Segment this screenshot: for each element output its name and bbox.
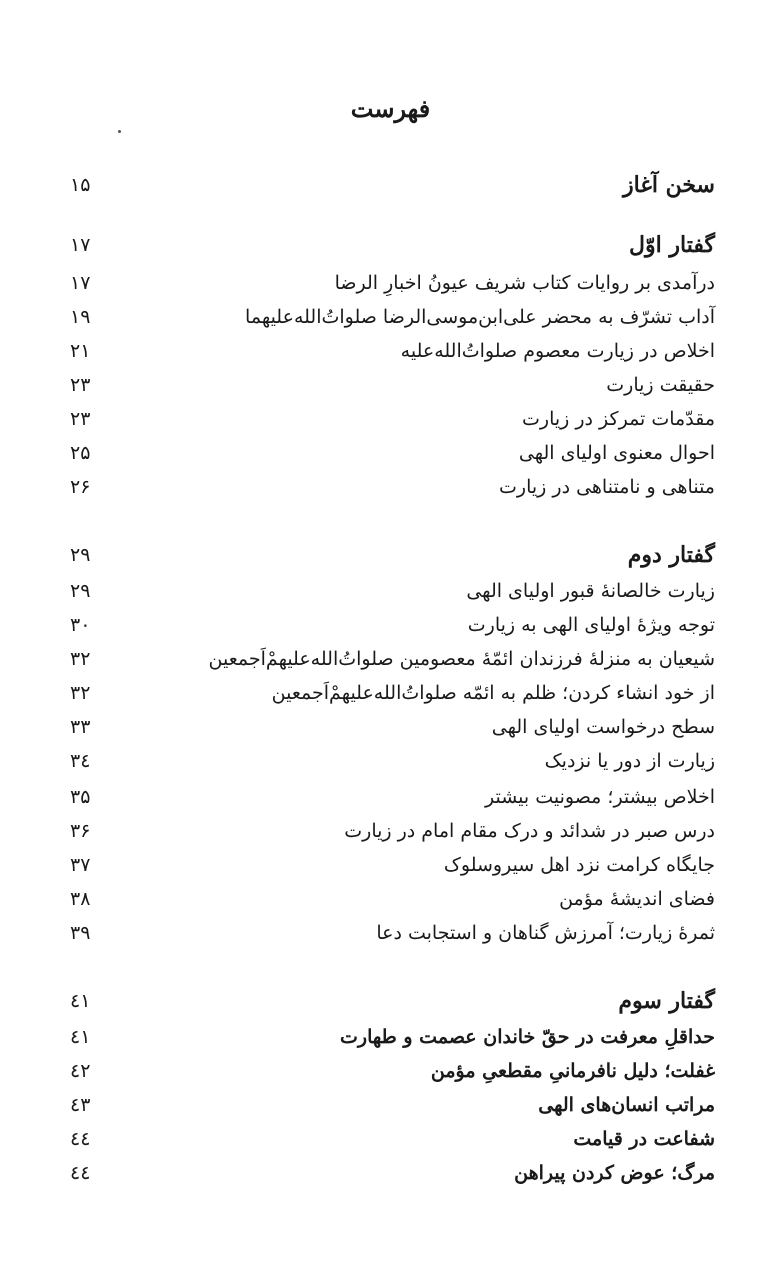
toc-page-number: ۱۷ [70, 234, 91, 256]
toc-page-number: ۳۸ [70, 888, 91, 910]
toc-entry-title: سخن آغاز [623, 172, 715, 198]
toc-entry-title: سطح درخواست اولیای الهی [491, 716, 715, 738]
toc-entry-title: ثمرهٔ زیارت؛ آمرزش گناهان و استجابت دعا [376, 922, 715, 944]
toc-page-number: ۱۷ [70, 272, 91, 294]
toc-page-number: ۳۰ [70, 614, 91, 636]
toc-entry [70, 916, 715, 950]
toc-entry-title: متناهی و نامتناهی در زیارت [499, 476, 715, 498]
toc-page-number: ۳۳ [70, 716, 91, 738]
toc-page-number: ٤۲ [70, 1060, 91, 1082]
toc-entry-title: زیارت از دور یا نزدیک [544, 750, 715, 772]
toc-page-number: ۲۳ [70, 408, 91, 430]
toc-entry [70, 436, 715, 470]
toc-page-number: ۲۱ [70, 340, 91, 362]
toc-entry-title: درس صبر در شدائد و درک مقام امام در زیارت [344, 820, 715, 842]
toc-entry-title: شیعیان به منزلهٔ فرزندان ائمّهٔ معصومین صلواتُ‌الله‌علیهمْ‌اَجمعین [208, 648, 715, 670]
toc-page-number: ٤۱ [70, 990, 91, 1012]
toc-entry [70, 780, 715, 814]
toc-entry [70, 368, 715, 402]
toc-section-heading [70, 228, 715, 262]
toc-page-number: ۳۲ [70, 682, 91, 704]
toc-page-number: ٤٤ [70, 1162, 91, 1184]
toc-entry-title: شفاعت در قیامت [573, 1128, 715, 1150]
page-title: فهرست [350, 94, 431, 123]
toc-entry-title: اخلاص بیشتر؛ مصونیت بیشتر [484, 786, 715, 808]
toc-entry-title: حقیقت زیارت [606, 374, 715, 396]
toc-entry-title: احوال معنوی اولیای الهی [518, 442, 715, 464]
toc-entry-title: اخلاص در زیارت معصوم صلواتُ‌الله‌علیه [400, 340, 715, 362]
toc-page-number: ٤٤ [70, 1128, 91, 1150]
toc-page-number: ۲۳ [70, 374, 91, 396]
toc-page-number: ۳۹ [70, 922, 91, 944]
toc-entry-title: حداقلِ معرفت در حقّ خاندان عصمت و طهارت [340, 1026, 715, 1048]
toc-entry-title: گفتار سوم [618, 988, 715, 1014]
toc-page-number: ۲۹ [70, 544, 91, 566]
toc-entry-title: گفتار دوم [627, 542, 715, 568]
toc-entry [70, 1054, 715, 1088]
toc-page-number: ۳۵ [70, 786, 91, 808]
toc-entry [70, 744, 715, 778]
toc-entry [70, 608, 715, 642]
toc-entry [70, 710, 715, 744]
toc-entry [70, 402, 715, 436]
toc-entry [70, 574, 715, 608]
toc-page-number: ٤۳ [70, 1094, 91, 1116]
toc-entry-title: مقدّمات تمرکز در زیارت [522, 408, 715, 430]
toc-entry [70, 334, 715, 368]
toc-entry [70, 1020, 715, 1054]
toc-entry-title: جایگاه کرامت نزد اهل سیروسلوک [443, 854, 715, 876]
toc-entry-title: غفلت؛ دلیل نافرمانیِ مقطعیِ مؤمن [430, 1060, 715, 1082]
toc-section-heading [70, 538, 715, 572]
toc-page-number: ۳۶ [70, 820, 91, 842]
toc-entry-title: درآمدی بر روایات کتاب شریف عیونُ اخبارِ الرضا [334, 272, 715, 294]
toc-section-heading [70, 984, 715, 1018]
toc-entry [70, 676, 715, 710]
toc-entry [70, 814, 715, 848]
toc-entry-title: توجه ویژهٔ اولیای الهی به زیارت [467, 614, 715, 636]
toc-entry [70, 1156, 715, 1190]
toc-page-number: ۱۹ [70, 306, 91, 328]
toc-page-number: ٤۱ [70, 1026, 91, 1048]
toc-entry [70, 300, 715, 334]
toc-entry [70, 1088, 715, 1122]
toc-page-number: ۲۹ [70, 580, 91, 602]
page-speck [118, 130, 121, 133]
toc-page-number: ۲۵ [70, 442, 91, 464]
toc-entry-title: از خود انشاء کردن؛ ظلم به ائمّه صلواتُ‌الله‌علیهمْ‌اَجمعین [271, 682, 715, 704]
toc-page-number: ۱۵ [70, 174, 91, 196]
toc-entry [70, 266, 715, 300]
toc-entry-title: آداب تشرّف به محضر علی‌ابن‌موسی‌الرضا صلواتُ‌الله‌علیهما [245, 306, 715, 328]
toc-page-number: ۳٤ [70, 750, 91, 772]
toc-entry [70, 1122, 715, 1156]
toc-section-heading [70, 168, 715, 202]
toc-entry-title: گفتار اوّل [629, 232, 715, 258]
toc-entry [70, 642, 715, 676]
toc-page-number: ۳۲ [70, 648, 91, 670]
toc-entry-title: زیارت خالصانهٔ قبور اولیای الهی [466, 580, 715, 602]
toc-page-number: ۳۷ [70, 854, 91, 876]
toc-entry [70, 470, 715, 504]
toc-page-number: ۲۶ [70, 476, 91, 498]
toc-entry-title: مرگ؛ عوض کردن پیراهن [514, 1162, 715, 1184]
toc-entry [70, 882, 715, 916]
toc-entry [70, 848, 715, 882]
toc-entry-title: فضای اندیشهٔ مؤمن [559, 888, 715, 910]
toc-entry-title: مراتب انسان‌های الهی [538, 1094, 715, 1116]
